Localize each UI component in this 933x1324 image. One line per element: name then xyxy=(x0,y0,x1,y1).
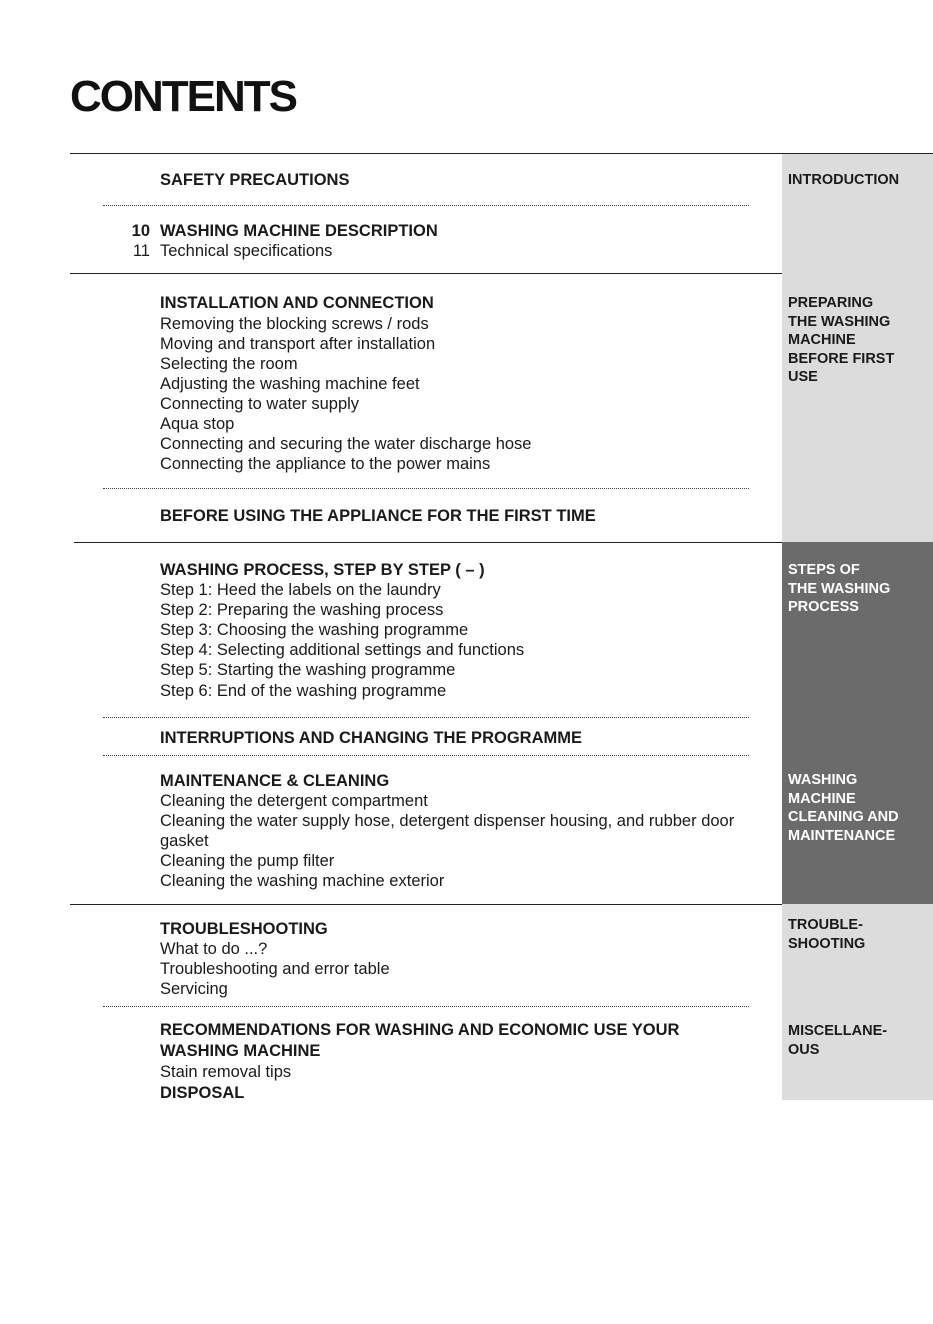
toc-entry-interruptions[interactable]: INTERRUPTIONS AND CHANGING THE PROGRAMME xyxy=(160,729,582,747)
toc-entry-installation-item[interactable]: Aqua stop xyxy=(160,415,235,433)
toc-entry-technical-specifications[interactable]: Technical specifications xyxy=(160,242,333,260)
toc-entry-installation-item[interactable]: Adjusting the washing machine feet xyxy=(160,375,420,393)
section-label-maintenance[interactable]: WASHING MACHINE CLEANING AND MAINTENANCE xyxy=(788,772,899,844)
toc-entry-disposal[interactable]: DISPOSAL xyxy=(160,1084,245,1102)
dotted-separator xyxy=(103,488,749,489)
section-label-steps[interactable]: STEPS OF THE WASHING PROCESS xyxy=(788,562,891,615)
toc-entry-washing-process[interactable]: WASHING PROCESS, STEP BY STEP ( – ) xyxy=(160,561,485,579)
toc-entry-troubleshooting[interactable]: TROUBLESHOOTING xyxy=(160,920,328,938)
section-label-introduction[interactable]: INTRODUCTION xyxy=(788,172,900,188)
dotted-separator xyxy=(103,205,749,206)
toc-entry-safety-precautions[interactable]: SAFETY PRECAUTIONS xyxy=(160,171,350,189)
toc-entry-step[interactable]: Step 3: Choosing the washing programme xyxy=(160,621,469,639)
dotted-separator xyxy=(103,717,749,718)
toc-entry-before-first-use[interactable]: BEFORE USING THE APPLIANCE FOR THE FIRST TIME xyxy=(160,507,596,525)
toc-entry-installation-item[interactable]: Connecting and securing the water discharge hose xyxy=(160,435,532,453)
page-number: 11 xyxy=(132,242,150,260)
section-divider xyxy=(70,273,782,274)
toc-entry-troubleshooting-item[interactable]: Troubleshooting and error table xyxy=(160,960,390,978)
dotted-separator xyxy=(103,1006,749,1007)
toc-entry-step[interactable]: Step 2: Preparing the washing process xyxy=(160,601,444,619)
page-title: CONTENTS xyxy=(70,72,296,121)
section-label-preparing[interactable]: PREPARING THE WASHING MACHINE BEFORE FIRST USE xyxy=(788,295,895,385)
toc-entry-washing-machine-description[interactable]: WASHING MACHINE DESCRIPTION xyxy=(160,222,438,240)
toc-entry-installation-item[interactable]: Connecting the appliance to the power mains xyxy=(160,455,491,473)
toc-entry-troubleshooting-item[interactable]: What to do ...? xyxy=(160,940,268,958)
dotted-separator xyxy=(103,755,749,756)
toc-entry-installation-and-connection[interactable]: INSTALLATION AND CONNECTION xyxy=(160,294,434,312)
toc-entry-step[interactable]: Step 1: Heed the labels on the laundry xyxy=(160,581,441,599)
page-number: 10 xyxy=(131,222,150,240)
toc-entry-maintenance-item[interactable]: Cleaning the detergent compartment xyxy=(160,792,428,810)
toc-entry-maintenance-item[interactable]: Cleaning the pump filter xyxy=(160,852,335,870)
section-divider xyxy=(70,153,933,154)
toc-entry-installation-item[interactable]: Moving and transport after installation xyxy=(160,335,436,353)
section-divider xyxy=(74,542,782,543)
toc-entry-installation-item[interactable]: Connecting to water supply xyxy=(160,395,360,413)
toc-entry-installation-item[interactable]: Selecting the room xyxy=(160,355,298,373)
toc-entry-stain-removal[interactable]: Stain removal tips xyxy=(160,1063,292,1081)
section-label-miscellaneous[interactable]: MISCELLANE- OUS xyxy=(788,1023,888,1058)
toc-entry-installation-item[interactable]: Removing the blocking screws / rods xyxy=(160,315,429,333)
toc-entry-step[interactable]: Step 5: Starting the washing programme xyxy=(160,661,456,679)
toc-entry-step[interactable]: Step 6: End of the washing programme xyxy=(160,682,447,700)
toc-entry-step[interactable]: Step 4: Selecting additional settings and functions xyxy=(160,641,525,659)
toc-entry-troubleshooting-item[interactable]: Servicing xyxy=(160,980,228,998)
toc-entry-maintenance-item[interactable]: Cleaning the water supply hose, detergent dispenser housing, and rubber door gasket xyxy=(160,812,735,850)
toc-entry-maintenance-item[interactable]: Cleaning the washing machine exterior xyxy=(160,872,445,890)
toc-entry-recommendations[interactable]: RECOMMENDATIONS FOR WASHING AND ECONOMIC USE YOUR WASHING MACHINE xyxy=(160,1021,680,1060)
section-label-troubleshooting[interactable]: TROUBLE- SHOOTING xyxy=(788,917,866,952)
section-divider xyxy=(70,904,782,905)
toc-entry-maintenance-cleaning[interactable]: MAINTENANCE & CLEANING xyxy=(160,772,390,790)
